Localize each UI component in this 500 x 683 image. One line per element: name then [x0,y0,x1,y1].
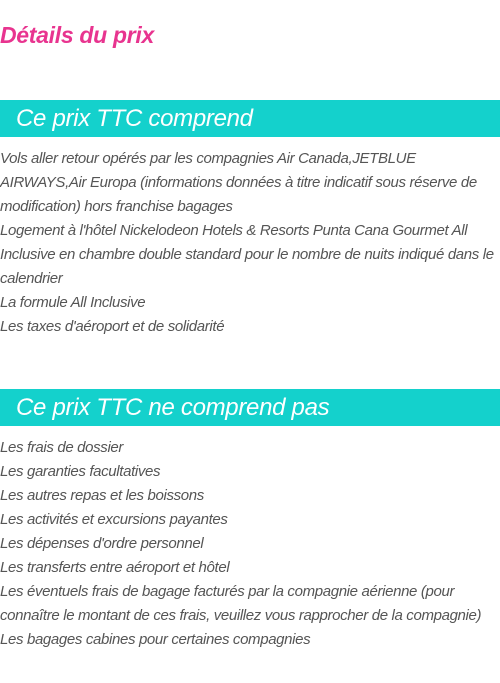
included-item-hotel: Logement à l'hôtel Nickelodeon Hotels & Resorts Punta Cana Gourmet All Inclusive en chambre double standard pour le nombre de nuits indiqué dans le calendrier [0,222,494,287]
included-item-flights: Vols aller retour opérés par les compagnies Air Canada,JETBLUE AIRWAYS,Air Europa (informations données à titre indicatif sous réserve de modification) hors franchise bagages [0,150,477,215]
included-item-taxes: Les taxes d'aéroport et de solidarité [0,318,225,335]
included-list [0,147,500,339]
excluded-item-optional-guarantees: Les garanties facultatives [0,463,161,480]
excluded-item-baggage-fees: Les éventuels frais de bagage facturés par la compagnie aérienne (pour connaître le montant de ces frais, veuillez vous rapprocher de la compagnie) [0,583,482,624]
excluded-list [0,436,500,652]
excluded-item-personal-expenses: Les dépenses d'ordre personnel [0,535,204,552]
excluded-item-meals-drinks: Les autres repas et les boissons [0,487,204,504]
excluded-item-transfers: Les transferts entre aéroport et hôtel [0,559,230,576]
excluded-item-file-fees: Les frais de dossier [0,439,124,456]
excluded-item-paid-activities: Les activités et excursions payantes [0,511,228,528]
excluded-item-cabin-baggage: Les bagages cabines pour certaines compagnies [0,631,311,648]
page-title: Détails du prix [0,22,154,48]
included-heading: Ce prix TTC comprend [0,100,500,137]
excluded-heading: Ce prix TTC ne comprend pas [0,389,500,426]
included-item-all-inclusive: La formule All Inclusive [0,294,146,311]
